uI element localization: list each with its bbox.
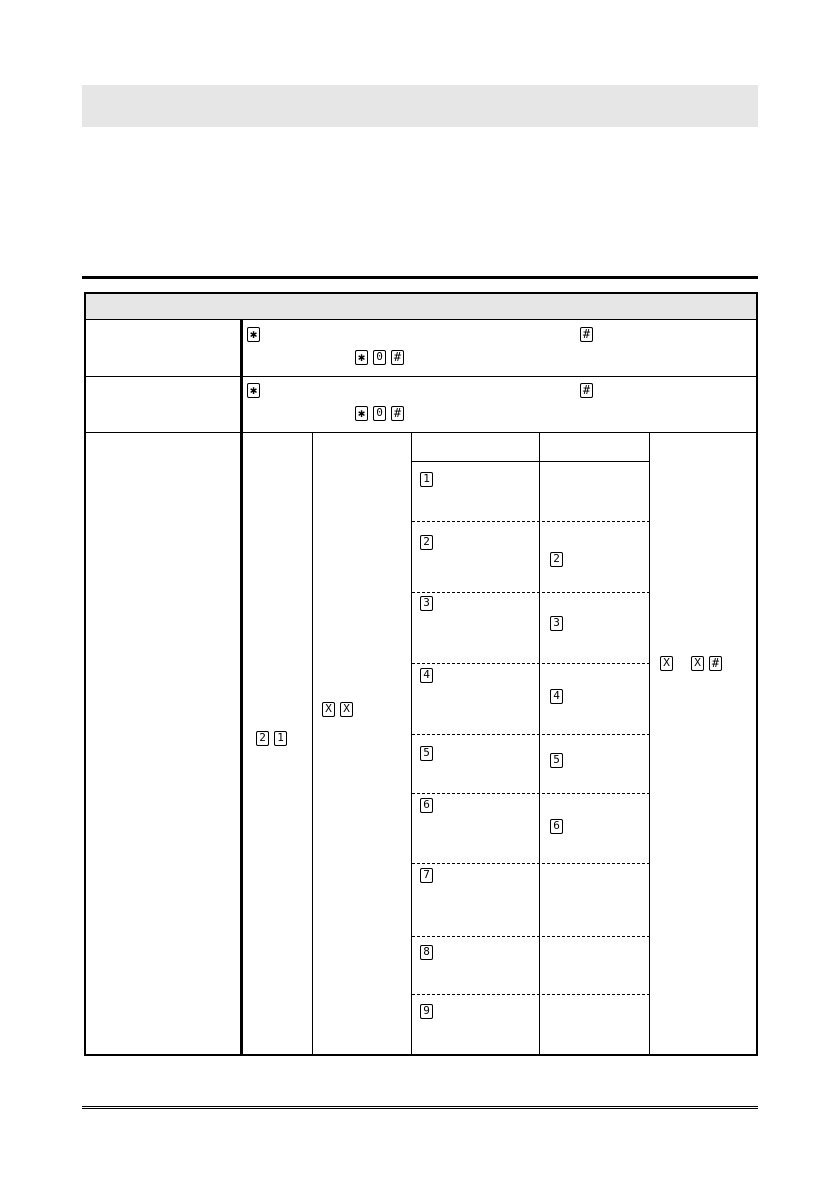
star-key-icon: ✱ — [247, 327, 260, 342]
section-top-rule — [82, 276, 758, 279]
digit-row-separator — [412, 793, 650, 794]
digit-key-icon: 3 — [550, 616, 563, 631]
star-key-icon: ✱ — [247, 383, 260, 398]
one-key-icon: 1 — [274, 731, 287, 746]
digit-key-icon: 2 — [420, 535, 433, 550]
hash-key-icon: # — [391, 350, 404, 365]
zero-key-icon: 0 — [373, 350, 386, 365]
digit-row-separator — [412, 521, 650, 522]
digit-key-icon: 6 — [550, 819, 563, 834]
hash-key-icon: # — [391, 406, 404, 421]
digit-key-icon: 2 — [550, 552, 563, 567]
digit-row-separator — [412, 592, 650, 593]
subheader-divider — [412, 461, 650, 462]
digit-row-separator — [412, 663, 650, 664]
digit-key-icon: 4 — [550, 689, 563, 704]
digit-key-icon: 6 — [420, 798, 433, 813]
digit-key-icon: 7 — [420, 868, 433, 883]
page-header-bar — [82, 85, 758, 127]
x-key-icon: X — [691, 656, 704, 671]
digit-key-icon: 5 — [550, 753, 563, 768]
key-code-table — [84, 292, 758, 1056]
table-header-row — [86, 294, 756, 320]
x-key-icon: X — [660, 656, 673, 671]
col-divider-4 — [539, 433, 540, 1056]
hash-key-icon: # — [580, 383, 593, 398]
row-divider-1 — [86, 376, 756, 377]
star-key-icon: ✱ — [355, 350, 368, 365]
x-key-icon: X — [322, 702, 335, 717]
digit-key-icon: 1 — [420, 472, 433, 487]
digit-key-icon: 4 — [420, 668, 433, 683]
digit-key-icon: 9 — [420, 1004, 433, 1019]
two-key-icon: 2 — [256, 731, 269, 746]
digit-key-icon: 5 — [420, 746, 433, 761]
digit-row-separator — [412, 863, 650, 864]
x-key-icon: X — [340, 702, 353, 717]
col-divider-main — [240, 320, 243, 1056]
star-key-icon: ✱ — [355, 406, 368, 421]
footer-rule — [82, 1106, 758, 1109]
digit-key-icon: 3 — [420, 596, 433, 611]
hash-key-icon: # — [580, 327, 593, 342]
digit-row-separator — [412, 734, 650, 735]
row-divider-2 — [86, 432, 756, 433]
zero-key-icon: 0 — [373, 406, 386, 421]
col-divider-5 — [649, 433, 650, 1056]
digit-row-separator — [412, 994, 650, 995]
hash-key-icon: # — [709, 656, 722, 671]
digit-key-icon: 8 — [420, 945, 433, 960]
col-divider-3 — [411, 433, 412, 1056]
col-divider-2 — [312, 433, 313, 1056]
digit-row-separator — [412, 936, 650, 937]
